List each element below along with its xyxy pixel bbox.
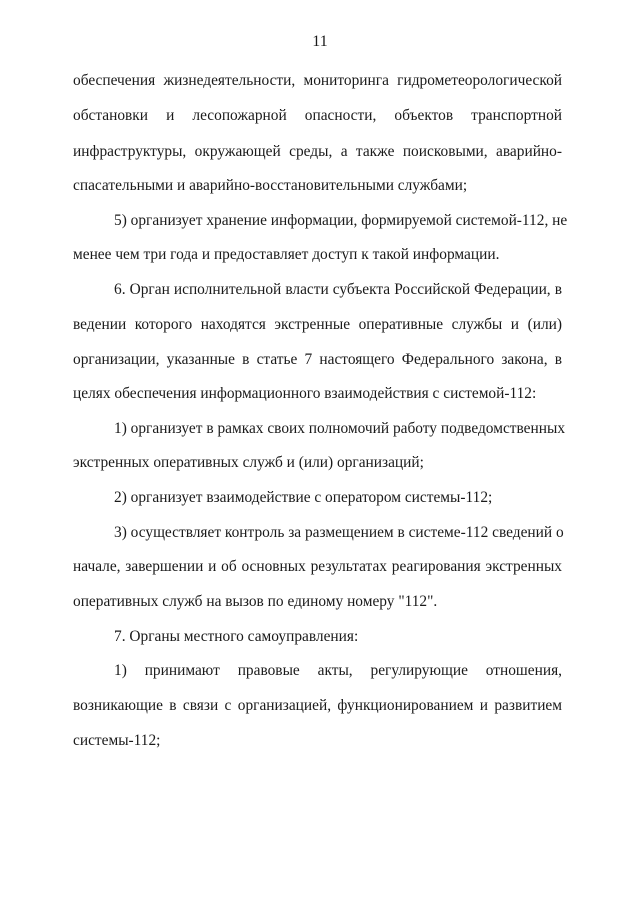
text-line: обеспечения жизнедеятельности, мониторинга гидрометеорологической <box>73 72 562 89</box>
text-line: целях обеспечения информационного взаимодействия с системой-112: <box>73 385 537 402</box>
text-line: организации, указанные в статье 7 настоящего Федерального закона, в <box>73 351 562 368</box>
text-line: 1) организует в рамках своих полномочий работу подведомственных <box>114 420 566 437</box>
text-line: экстренных оперативных служб и (или) организаций; <box>73 454 424 471</box>
text-line: 5) организует хранение информации, формируемой системой-112, не <box>114 212 568 229</box>
text-line: 1) принимают правовые акты, регулирующие отношения, <box>114 662 562 679</box>
text-line: оперативных служб на вызов по единому номеру "112". <box>73 593 438 610</box>
text-line: ведении которого находятся экстренные оперативные службы и (или) <box>73 316 562 333</box>
text-line: возникающие в связи с организацией, функционированием и развитием <box>73 697 562 714</box>
text-line: инфраструктуры, окружающей среды, а также поисковыми, аварийно- <box>73 143 562 160</box>
text-line: спасательными и аварийно-восстановительными службами; <box>73 177 468 194</box>
text-line: обстановки и лесопожарной опасности, объектов транспортной <box>73 107 562 124</box>
page-number: 11 <box>312 33 328 50</box>
text-line: 2) организует взаимодействие с оператором системы-112; <box>114 489 493 506</box>
text-line: начале, завершении и об основных результатах реагирования экстренных <box>73 558 562 575</box>
text-line: 3) осуществляет контроль за размещением в системе-112 сведений о <box>114 524 564 541</box>
text-line: системы-112; <box>73 732 161 749</box>
text-line: 7. Органы местного самоуправления: <box>114 628 359 645</box>
text-line: 6. Орган исполнительной власти субъекта Российской Федерации, в <box>114 281 562 298</box>
text-line: менее чем три года и предоставляет доступ к такой информации. <box>73 246 500 263</box>
